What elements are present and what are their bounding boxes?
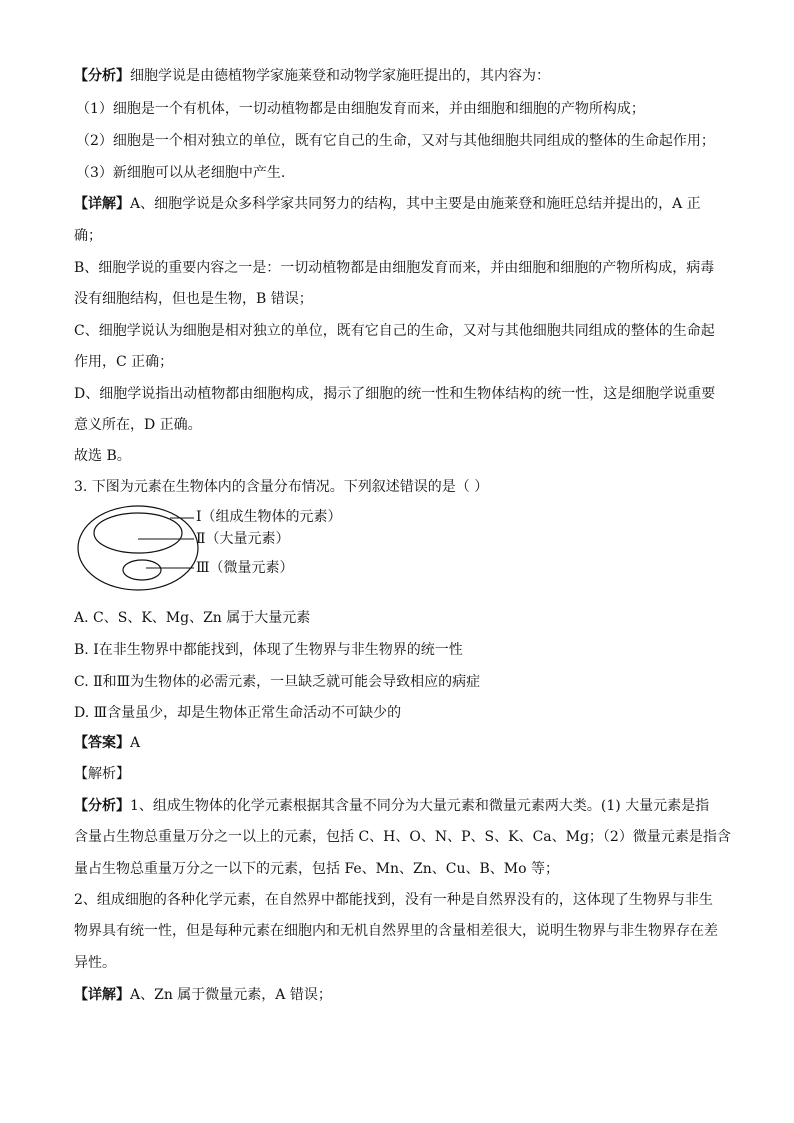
detail-b-line-1: B、细胞学说的重要内容之一是：一切动植物都是由细胞发育而来，并由细胞和细胞的产物所构成，病毒 [74,260,715,276]
analysis-intro: 细胞学说是由德植物学家施莱登和动物学家施旺提出的，其内容为： [130,68,550,84]
answer-tag: 【答案】 [74,735,130,751]
answer-value: A [130,735,141,751]
analysis-2-line-5: 物界具有统一性，但是每种元素在细胞内和无机自然界里的含量相差很大，说明生物界与非生物界存在差 [74,923,718,939]
option-b: B. Ⅰ在非生物界中都能找到，体现了生物界与非生物界的统一性 [74,642,463,658]
analysis-tag: 【分析】 [74,68,130,84]
analysis-2-line-3: 量占生物总重量万分之一以下的元素，包括 Fe、Mn、Zn、Cu、B、Mo 等； [74,861,560,877]
analysis-2-line-4: 2、组成细胞的各种化学元素，在自然界中都能找到，没有一种是自然界没有的，这体现了生物界与非生 [74,892,713,908]
option-a: A. C、S、K、Mg、Zn 属于大量元素 [74,610,311,626]
question-3-stem: 3. 下图为元素在生物体内的含量分布情况。下列叙述错误的是（ ） [74,479,489,495]
analysis-2-line-1: 1、组成生物体的化学元素根据其含量不同分为大量元素和微量元素两大类。(1) 大量元素是指 [130,798,710,814]
detail-a-line-1: A、细胞学说是众多科学家共同努力的结构，其中主要是由施莱登和施旺总结并提出的，A 正 [130,196,701,212]
analysis-point-3: （3）新细胞可以从老细胞中产生. [76,165,286,181]
detail-2-tag: 【详解】 [74,987,130,1003]
detail-c-line-2: 作用，C 正确； [74,354,174,370]
inner-label: Ⅲ（微量元素） [196,560,294,576]
option-d: D. Ⅲ含量虽少，却是生物体正常生命活动不可缺少的 [74,705,402,721]
analysis-2-line-2: 含量占生物总重量万分之一以上的元素，包括 C、H、O、N、P、S、K、Ca、Mg；（2）微量元素是指含 [74,829,731,845]
middle-label: Ⅱ（大量元素） [196,531,290,547]
detail-d-line-1: D、细胞学说指出动植物都由细胞构成，揭示了细胞的统一性和生物体结构的统一性，这是细胞学说重要 [74,386,716,402]
middle-ellipse [94,513,182,553]
analysis-point-2: （2）细胞是一个相对独立的单位，既有它自己的生命，又对与其他细胞共同组成的整体的生命起作用； [76,133,715,149]
analysis-paragraph [74,66,550,86]
explain-tag: 【解析】 [74,766,130,782]
analysis-point-1: （1）细胞是一个有机体，一切动植物都是由细胞发育而来，并由细胞和细胞的产物所构成； [76,101,645,117]
conclusion: 故选 B。 [74,448,131,464]
detail-b-line-2: 没有细胞结构，但也是生物，B 错误； [74,291,313,307]
detail-tag: 【详解】 [74,196,130,212]
analysis-2-tag: 【分析】 [74,798,130,814]
analysis-2-paragraph [74,796,709,816]
detail-paragraph-a [74,194,701,214]
detail-2-line-1: A、Zn 属于微量元素，A 错误； [130,987,332,1003]
inner-ellipse [123,560,161,580]
analysis-2-line-6: 异性。 [74,955,116,971]
detail-a-line-2: 确； [74,228,102,244]
option-c: C. Ⅱ和Ⅲ为生物体的必需元素，一旦缺乏就可能会导致相应的病症 [74,674,481,690]
detail-2-paragraph [74,985,332,1005]
detail-c-line-1: C、细胞学说认为细胞是相对独立的单位，既有它自己的生命，又对与其他细胞共同组成的整体的生命起 [74,323,715,339]
answer-line [74,733,140,753]
element-distribution-diagram [74,502,364,598]
outer-ellipse [78,506,198,590]
outer-label: Ⅰ（组成生物体的元素） [196,509,342,525]
detail-d-line-2: 意义所在，D 正确。 [74,417,202,433]
